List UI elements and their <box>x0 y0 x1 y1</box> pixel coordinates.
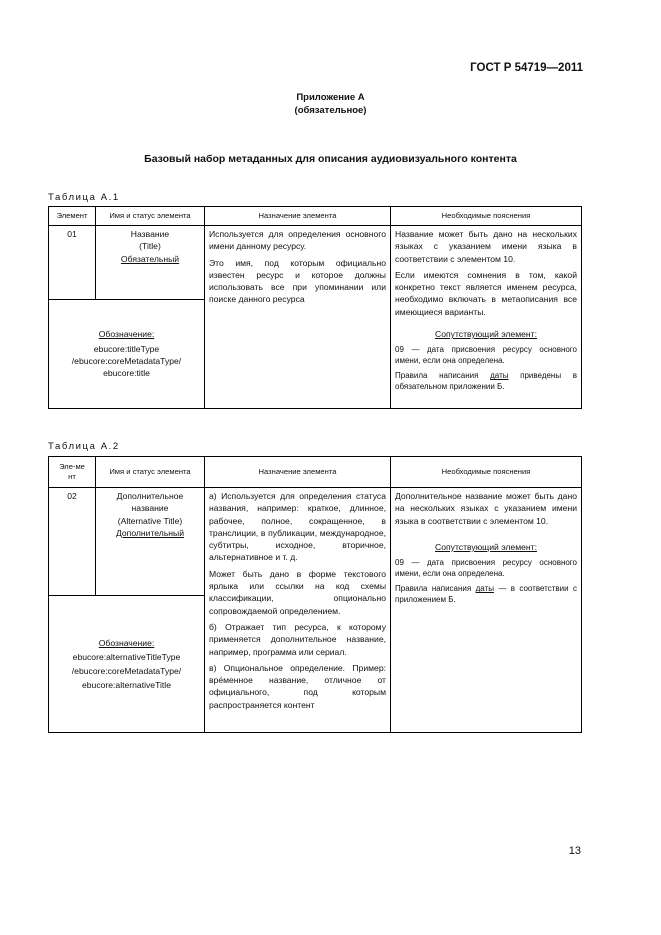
table2-element-name <box>96 488 205 596</box>
table2-notes-paragraph: Дополнительное название может быть дано на нескольких языках с указанием имени языка в соответствии с элементом 10. <box>395 491 577 526</box>
table1-notes-cell <box>391 226 582 409</box>
table1-designation-line: /ebucore:coreMetadataType/ <box>71 356 182 366</box>
table1-header-purpose: Назначение элемента <box>205 207 391 226</box>
table1-notes-paragraph: Если имеются сомнения в том, какой конкретно текст является именем ресурса, необходимо включать в метаописания все имеющиеся варианты. <box>395 269 577 317</box>
appendix-heading <box>0 91 661 117</box>
table2-header-notes: Необходимые пояснения <box>391 457 582 488</box>
table2-name-line: Дополнительное <box>116 491 184 501</box>
table2-element-code: 02 <box>49 488 96 596</box>
table2-header-element-text: Эле-мент <box>59 462 85 481</box>
table1-designation-line: ebucore:title <box>103 368 150 379</box>
appendix-title: Приложение А <box>296 92 365 103</box>
table2-rules-link: даты <box>475 584 494 594</box>
table2-name-line: (Alternative Title) <box>117 515 183 526</box>
table2-purpose-paragraph: в) Опциональное определение. Пример: вре́менное название, отличное от официального, под которым распространяется контент <box>209 662 386 710</box>
table2-notes-cell <box>391 488 582 733</box>
table1-purpose-paragraph: Используется для определения основного имени данному ресурсу. <box>209 229 386 252</box>
table2-designation-label: Обозначение: <box>98 638 155 648</box>
table1-purpose-paragraph: Это имя, под которым официально известен ресурс и которое должны использовать все при упоминании или поиске данного ресурса <box>209 257 386 305</box>
table1-header-name: Имя и статус элемента <box>96 207 205 226</box>
table2-purpose-paragraph: а) Используется для определения статуса названия, например: краткое, длинное, рабочее, полное, сокращенное, в транслиции, в публикации, международное, субтитры, исходное, вторичное, альтернативное и т. д. <box>209 491 386 563</box>
table1-notes-paragraph: Название может быть дано на нескольких языках с указанием имени языка в соответствии с элементом 10. <box>395 229 577 264</box>
table1-header-notes: Необходимые пояснения <box>391 207 582 226</box>
table2-related-text: 09 — дата присвоения ресурсу основного имени, если она определена. <box>395 558 577 579</box>
table1-name-line: (Title) <box>139 241 161 252</box>
table1-rules-before: Правила написания <box>395 371 491 381</box>
table2-rules <box>395 583 577 605</box>
appendix-subtitle: (обязательное) <box>294 105 367 116</box>
table2-rules-after: — в соответствии с приложением Б. <box>395 584 577 605</box>
table2-designation-cell <box>49 596 205 733</box>
table2-designation-line: ebucore:alternativeTitleType <box>72 652 181 662</box>
table1-caption: Таблица А.1 <box>48 192 120 203</box>
table2-purpose-paragraph: б) Отражает тип ресурса, к которому применяется дополнительное название, например, программа или сериал. <box>209 621 386 657</box>
table2-header-name: Имя и статус элемента <box>96 457 205 488</box>
table1-rules <box>395 370 577 392</box>
table2-purpose-paragraph: Может быть дано в форме текстового ярлыка или ссылки на код схемы классификации, опционально сопровождаемой определением. <box>209 568 386 616</box>
table2-name-line: название <box>131 503 169 514</box>
table2-caption: Таблица А.2 <box>48 441 120 452</box>
table1-related-label: Сопутствующий элемент: <box>435 329 537 340</box>
table1-designation-label: Обозначение: <box>98 329 155 340</box>
document-standard-header: ГОСТ Р 54719—2011 <box>470 62 583 74</box>
table1-designation-cell <box>49 300 205 409</box>
table2-designation-line: /ebucore:coreMetadataType/ <box>71 666 182 676</box>
table1-status: Обязательный <box>120 253 180 264</box>
table1-element-code: 01 <box>49 226 96 300</box>
table1-designation-line: ebucore:titleType <box>93 343 160 354</box>
table2-purpose-cell <box>205 488 391 733</box>
table1-name-line: Название <box>130 229 170 239</box>
table1-related-text: 09 — дата присвоения ресурсу основного имени, если она определена. <box>395 345 577 366</box>
table2-status: Дополнительный <box>115 527 185 538</box>
table1-purpose-cell <box>205 226 391 409</box>
table-a2 <box>48 456 582 733</box>
section-title: Базовый набор метаданных для описания аудиовизуального контента <box>144 153 517 165</box>
table2-rules-before: Правила написания <box>395 584 476 594</box>
table-a1 <box>48 206 582 409</box>
table2-related-label: Сопутствующий элемент: <box>435 541 537 552</box>
table1-rules-after: приведены в обязательном приложении Б. <box>395 371 577 392</box>
page-number: 13 <box>568 845 581 857</box>
table2-header-element <box>49 457 96 488</box>
table1-rules-link: даты <box>490 371 509 381</box>
table2-designation-line: ebucore:alternativeTitle <box>81 680 171 690</box>
table1-element-name <box>96 226 205 300</box>
table1-header-element: Элемент <box>49 207 96 226</box>
table2-header-purpose: Назначение элемента <box>205 457 391 488</box>
